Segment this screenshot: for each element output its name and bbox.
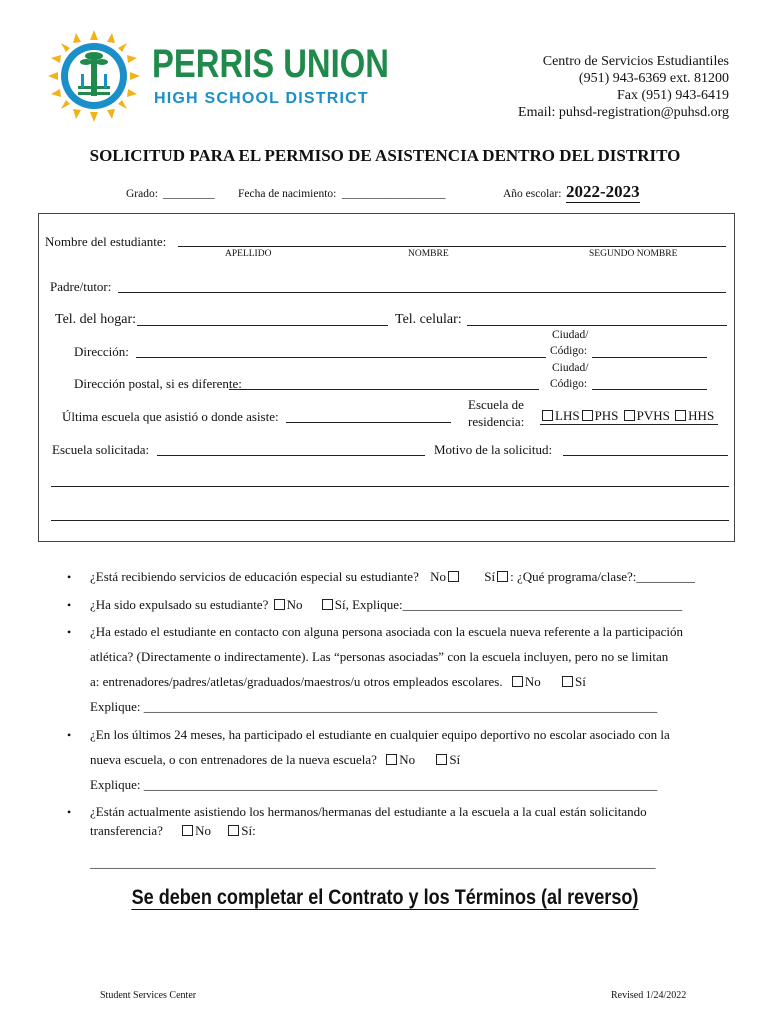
- q3-line-3: a: entrenadores/padres/atletas/graduados/maestros/u otros empleados escolares.: [90, 674, 503, 689]
- question-1: [90, 569, 695, 585]
- contract-notice: Se deben completar el Contrato y los Términos (al reverso): [131, 886, 639, 909]
- q3-explique-field[interactable]: Explique: _______________________________________________________________________________: [90, 699, 658, 714]
- q5-line-2: transferencia?: [90, 823, 163, 838]
- ultima-escuela-field[interactable]: [286, 422, 451, 423]
- ciudad-label: Ciudad/: [552, 329, 589, 341]
- q5-si-label: Sí:: [241, 823, 256, 838]
- q1-programa-field[interactable]: : ¿Qué programa/clase?:_________: [510, 569, 695, 584]
- motivo-line-2[interactable]: [51, 486, 729, 487]
- fecha-nacimiento-field[interactable]: __________________: [342, 188, 446, 200]
- apellido-caption: APELLIDO: [225, 249, 272, 259]
- q2-no-checkbox[interactable]: [274, 599, 285, 610]
- direccion-field[interactable]: [136, 357, 546, 358]
- ultima-escuela-label: Última escuela que asistió o donde asiste:: [62, 409, 279, 424]
- ciudad-codigo-field[interactable]: [592, 357, 707, 358]
- padre-tutor-label: Padre/tutor:: [50, 279, 112, 294]
- fecha-nacimiento-label: Fecha de nacimiento:: [238, 188, 337, 200]
- question-5: [90, 804, 730, 871]
- checkbox-pvhs[interactable]: [624, 410, 635, 421]
- q3-line-2: atlética? (Directamente o indirectamente). Las “personas asociadas” con la escuela incluyen, pero no se limitan: [90, 649, 669, 664]
- checkbox-hhs[interactable]: [675, 410, 686, 421]
- codigo-label: Código:: [550, 345, 588, 357]
- nombre-caption: NOMBRE: [408, 249, 449, 259]
- q3-no-checkbox[interactable]: [512, 676, 523, 687]
- school-pvhs-label: PVHS: [636, 408, 670, 423]
- segundo-nombre-caption: SEGUNDO NOMBRE: [589, 249, 678, 259]
- direccion-postal-field[interactable]: [229, 389, 539, 390]
- escuela-de-label: Escuela de: [468, 397, 524, 412]
- q4-no-label: No: [399, 752, 416, 767]
- q5-no-label: No: [195, 823, 212, 838]
- contact-phone: (951) 943-6369 ext. 81200: [578, 71, 729, 86]
- q4-si-label: Sí: [449, 752, 461, 767]
- q5-no-checkbox[interactable]: [182, 825, 193, 836]
- q4-line-1: ¿En los últimos 24 meses, ha participado el estudiante en cualquier equipo deportivo no escolar asociado con la: [90, 727, 670, 742]
- q4-explique-field[interactable]: Explique: _______________________________________________________________________________: [90, 777, 658, 792]
- q2-si-explique[interactable]: Sí, Explique:___________________________________________: [334, 597, 683, 612]
- footer-left: Student Services Center: [100, 990, 197, 1001]
- question-2: [90, 597, 682, 613]
- nombre-label: Nombre del estudiante:: [45, 234, 167, 249]
- grado-label: Grado:: [126, 188, 158, 200]
- checkbox-lhs[interactable]: [542, 410, 553, 421]
- contact-fax: Fax (951) 943-6419: [617, 88, 729, 103]
- tel-hogar-field[interactable]: [137, 325, 388, 326]
- q3-si-label: Sí: [575, 674, 586, 689]
- q2-si-checkbox[interactable]: [322, 599, 333, 610]
- q5-si-checkbox[interactable]: [228, 825, 239, 836]
- q2-no-label: No: [286, 597, 303, 612]
- form-title: SOLICITUD PARA EL PERMISO DE ASISTENCIA DENTRO DEL DISTRITO: [89, 146, 681, 165]
- school-checkboxes: [540, 408, 718, 425]
- q1-no-checkbox[interactable]: [448, 571, 459, 582]
- escuela-solicitada-field[interactable]: [157, 455, 425, 456]
- q4-no-checkbox[interactable]: [386, 754, 397, 765]
- ciudad-codigo-postal-field[interactable]: [592, 389, 707, 390]
- tel-hogar-label: Tel. del hogar:: [55, 312, 137, 327]
- district-logo-icon: [48, 30, 140, 122]
- padre-tutor-field[interactable]: [118, 292, 726, 293]
- contact-block: [518, 53, 729, 121]
- ciudad-label-2: Ciudad/: [552, 362, 589, 374]
- motivo-label: Motivo de la solicitud:: [434, 442, 553, 457]
- codigo-label-2: Código:: [550, 378, 588, 390]
- residencia-label: residencia:: [468, 414, 525, 429]
- district-subtitle: HIGH SCHOOL DISTRICT: [154, 90, 369, 107]
- contact-email: Email: puhsd-registration@puhsd.org: [518, 105, 729, 120]
- q5-answer-field[interactable]: _______________________________________________________________________________________: [90, 855, 656, 870]
- q1-si-checkbox[interactable]: [497, 571, 508, 582]
- grado-field[interactable]: _________: [163, 188, 215, 200]
- q1-si-label: Sí: [484, 569, 496, 584]
- district-name: PERRIS UNION: [152, 42, 389, 86]
- q3-si-checkbox[interactable]: [562, 676, 573, 687]
- contact-office: Centro de Servicios Estudiantiles: [542, 54, 729, 69]
- motivo-field[interactable]: [563, 455, 728, 456]
- question-3: [90, 624, 730, 715]
- escuela-solicitada-label: Escuela solicitada:: [52, 442, 150, 457]
- checkbox-phs[interactable]: [582, 410, 593, 421]
- direccion-postal-label: Dirección postal, si es diferente:: [74, 376, 242, 391]
- footer-revised: Revised 1/24/2022: [611, 990, 687, 1001]
- motivo-line-3[interactable]: [51, 520, 729, 521]
- q2-text: ¿Ha sido expulsado su estudiante?: [90, 597, 269, 612]
- school-hhs-label: HHS: [688, 408, 715, 423]
- q1-text: ¿Está recibiendo servicios de educación especial su estudiante?: [90, 569, 419, 584]
- q5-line-1: ¿Están actualmente asistiendo los hermanos/hermanas del estudiante a la escuela a la cual están solicitando: [90, 804, 647, 819]
- direccion-label: Dirección:: [74, 344, 129, 359]
- q4-si-checkbox[interactable]: [436, 754, 447, 765]
- q3-line-1: ¿Ha estado el estudiante en contacto con alguna persona asociada con la escuela nueva referente a la participación: [90, 624, 684, 639]
- school-lhs-label: LHS: [555, 408, 580, 423]
- q3-no-label: No: [524, 674, 541, 689]
- ano-escolar-label: Año escolar:: [503, 188, 562, 200]
- school-phs-label: PHS: [594, 408, 619, 423]
- q1-no-label: No: [430, 569, 446, 584]
- tel-celular-label: Tel. celular:: [395, 312, 462, 327]
- question-4: [90, 727, 730, 793]
- tel-celular-field[interactable]: [467, 325, 727, 326]
- nombre-field[interactable]: [178, 246, 726, 247]
- q4-line-2: nueva escuela, o con entrenadores de la nueva escuela?: [90, 752, 377, 767]
- ano-escolar-value: 2022-2023: [566, 182, 640, 201]
